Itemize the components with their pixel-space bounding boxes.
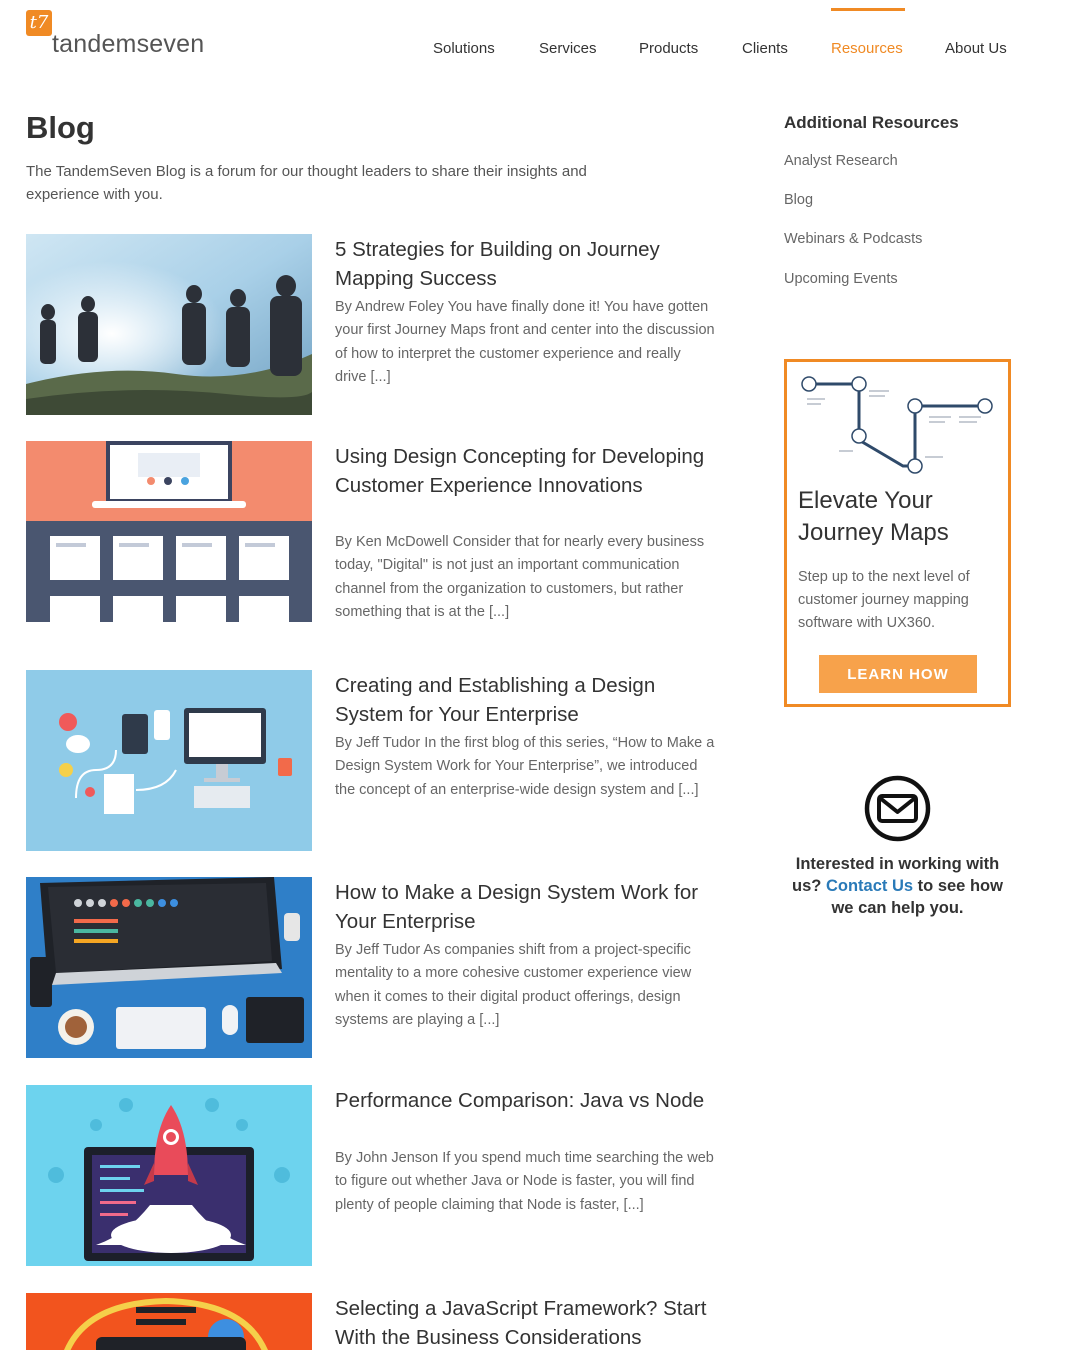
- post-title[interactable]: Creating and Establishing a Design System for Your Enterprise: [335, 674, 656, 726]
- nav-item-about-us[interactable]: About Us: [945, 40, 1007, 57]
- post-title[interactable]: Selecting a JavaScript Framework? Start With the Business Considerations: [335, 1297, 707, 1349]
- sidebar-link-webinars-podcasts[interactable]: Webinars & Podcasts: [784, 231, 923, 247]
- nav-item-services[interactable]: Services: [539, 40, 597, 57]
- blog-intro: The TandemSeven Blog is a forum for our thought leaders to share their insights and experience with you.: [26, 163, 587, 203]
- post-title[interactable]: Using Design Concepting for Developing Customer Experience Innovations: [335, 445, 705, 497]
- contact-cta: [784, 853, 1011, 919]
- post-thumbnail[interactable]: [26, 441, 312, 622]
- promo-title: Elevate Your Journey Maps: [798, 487, 949, 546]
- contact-text-after: to see how we can help you.: [831, 877, 1003, 917]
- post-thumbnail[interactable]: [26, 877, 312, 1058]
- post-excerpt: By Ken McDowell Consider that for nearly every business today, "Digital" is not just an important communication channel from the organization to customers, but rather something that is at the [...]: [335, 534, 705, 620]
- contact-text-before: Interested in working with us?: [792, 855, 1000, 895]
- journey-map-graphic: [799, 370, 999, 480]
- learn-how-button[interactable]: LEARN HOW: [819, 655, 977, 693]
- ux360-promo-card: [784, 359, 1011, 707]
- nav-item-resources[interactable]: Resources: [831, 40, 903, 57]
- contact-us-link[interactable]: Contact Us: [825, 877, 914, 895]
- promo-text: Step up to the next level of customer journey mapping software with UX360.: [798, 569, 970, 631]
- main-nav: [0, 0, 1085, 80]
- nav-item-products[interactable]: Products: [639, 40, 699, 57]
- post-thumbnail[interactable]: [26, 234, 312, 415]
- post-excerpt: By Jeff Tudor As companies shift from a project-specific mentality to a more cohesive customer experience view when it comes to their digital product offerings, design systems are playing a [...]: [335, 942, 692, 1028]
- post-title[interactable]: 5 Strategies for Building on Journey Mapping Success: [335, 238, 660, 290]
- post-thumbnail[interactable]: [26, 1293, 312, 1350]
- post-excerpt: By John Jenson If you spend much time searching the web to figure out whether Java or Node is faster, you will find plenty of people claiming that Node is faster, [...]: [335, 1150, 714, 1213]
- sidebar-link-upcoming-events[interactable]: Upcoming Events: [784, 271, 898, 287]
- post-excerpt: By Andrew Foley You have finally done it! You have gotten your first Journey Maps front and center into the discussion of how to interpret the customer experience and really drive [...]: [335, 299, 715, 385]
- envelope-icon: [864, 775, 931, 842]
- post-title[interactable]: Performance Comparison: Java vs Node: [335, 1089, 705, 1112]
- sidebar-link-analyst-research[interactable]: Analyst Research: [784, 153, 898, 169]
- logo-text: tandemseven: [52, 30, 205, 58]
- nav-item-clients[interactable]: Clients: [742, 40, 788, 57]
- post-thumbnail[interactable]: [26, 1085, 312, 1266]
- post-title[interactable]: How to Make a Design System Work for Your Enterprise: [335, 881, 699, 933]
- post-thumbnail[interactable]: [26, 670, 312, 851]
- nav-item-solutions[interactable]: Solutions: [433, 40, 495, 57]
- sidebar-heading: Additional Resources: [784, 113, 959, 132]
- post-excerpt: By Jeff Tudor In the first blog of this series, “How to Make a Design System Work for Your Enterprise”, we introduced the concept of an enterprise-wide design system and [...]: [335, 735, 715, 798]
- sidebar-link-blog[interactable]: Blog: [784, 192, 814, 208]
- page-title: Blog: [26, 110, 95, 145]
- nav-active-indicator: [831, 8, 905, 11]
- blog-post: [26, 1293, 716, 1350]
- logo-mark: t7: [26, 10, 52, 36]
